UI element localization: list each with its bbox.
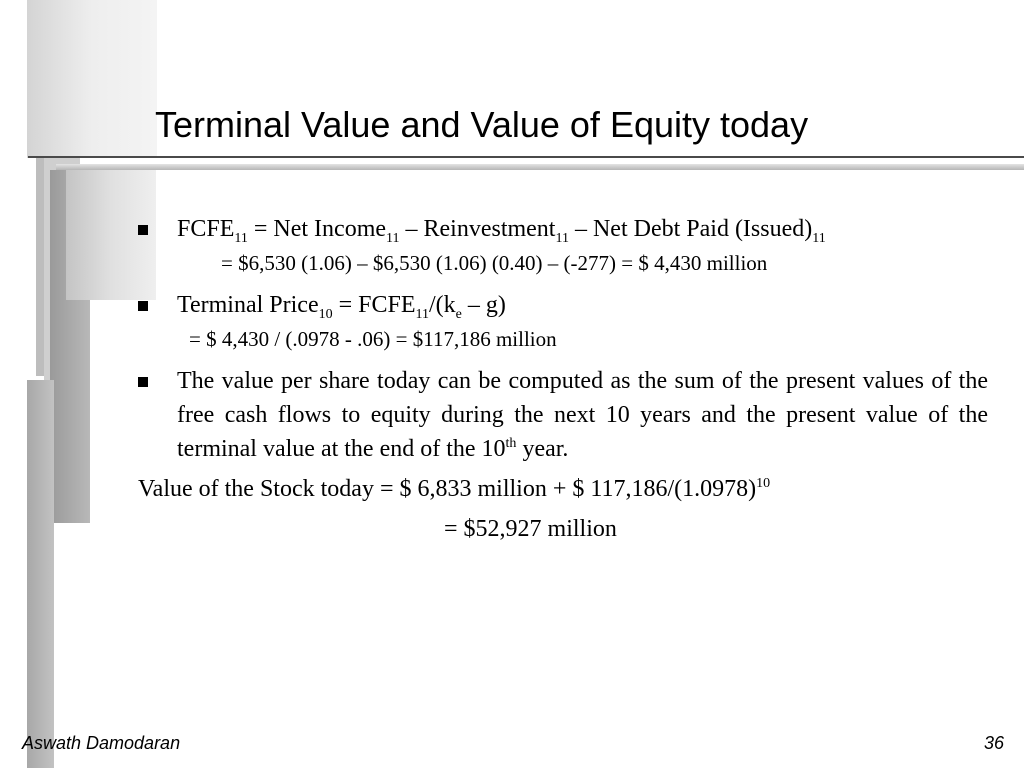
decorative-bar (27, 380, 54, 768)
footer-author: Aswath Damodaran (22, 733, 181, 753)
page-number: 36 (983, 733, 1004, 753)
title-divider (28, 156, 1024, 158)
bullet-value-per-share: The value per share today can be computed as the sum of the present values of the free cash flows to equity during the next 10 years and the present value of the terminal value at the end of the 10th year. (138, 364, 988, 466)
bullet-square-icon (138, 225, 148, 235)
terminal-price-calculation: = $ 4,430 / (.0978 - .06) = $117,186 million (189, 327, 557, 351)
slide-title: Terminal Value and Value of Equity today (155, 104, 809, 145)
title-divider-shadow (56, 164, 1024, 170)
decorative-bar (27, 0, 157, 158)
bullet-fcfe: $FCFE_{11}$ = Net Income$_{11}$ – Reinvestment$_{11}$ – Net Debt Paid $(Issued)_{11}$ (138, 212, 988, 246)
stock-value-line: Value of the Stock today = $ 6,833 million + $ $117,186/(1.0978)^{10}$ (138, 476, 771, 502)
bullet-square-icon (138, 301, 148, 311)
fcfe-calculation: = $6,530 (1.06) – $6,530 (1.06) (0.40) – (-277) = $ 4,430 million (221, 251, 768, 275)
slide-content (138, 212, 988, 546)
bullet-square-icon (138, 377, 148, 387)
stock-value-result: = $52,927 million (444, 516, 617, 542)
bullet-terminal-price: Terminal Price$_{10}$ = $FCFE_{11}/(k_e - g)$ (138, 288, 988, 322)
